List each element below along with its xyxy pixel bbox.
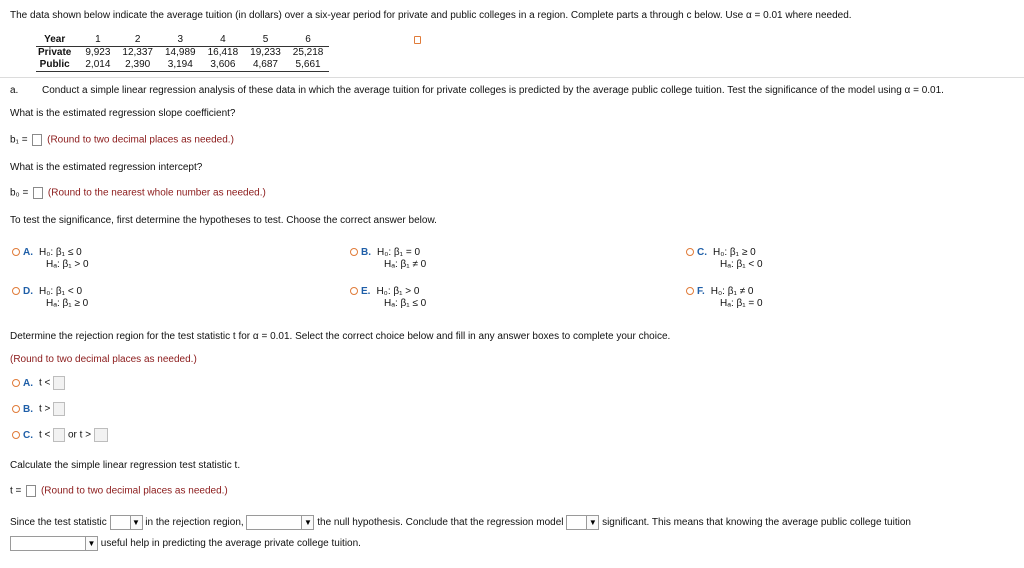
table-row [36, 47, 329, 60]
hyp-option-f[interactable]: F. H₀: β₁ ≠ 0 Hₐ: β₁ = 0 [686, 286, 763, 310]
public-cell: 2,390 [116, 59, 159, 72]
rejection-c-text1: t < [39, 429, 51, 441]
public-cell: 5,661 [287, 59, 330, 72]
intercept-question: What is the estimated regression intercept? [10, 162, 203, 173]
conclusion-text-1: Since the test statistic [10, 517, 107, 529]
rejection-c-lower-input[interactable] [53, 428, 65, 442]
part-a-instruction: Conduct a simple linear regression analysis of these data in which the average tuition for private colleges is predicted by the average public college tuition. Test the significance of the model using α = 0.01. [42, 85, 944, 96]
year-cell: 4 [202, 34, 245, 47]
rejection-question: Determine the rejection region for the test statistic t for α = 0.01. Select the correct choice below and fill in any answer boxes to complete your choice. [10, 331, 671, 342]
radio-button[interactable] [686, 287, 694, 295]
row-label-public: Public [36, 59, 79, 72]
stat-prefix: t = [10, 485, 22, 497]
public-cell: 4,687 [244, 59, 287, 72]
radio-button[interactable] [12, 405, 20, 413]
year-cell: 5 [244, 34, 287, 47]
row-label-private: Private [38, 47, 72, 58]
intro-text: The data shown below indicate the average tuition (in dollars) over a six-year period for private and public colleges in a region. Complete parts a through c below. Use α = 0.01 where needed. [10, 10, 852, 21]
rejection-option-c[interactable]: C. t < or t > [12, 428, 108, 442]
intercept-row [10, 187, 266, 199]
conclusion-text-4: significant. This means that knowing the average public college tuition [602, 517, 911, 529]
rejection-option-a[interactable]: A. t < [12, 376, 65, 390]
rejection-c-upper-input[interactable] [94, 428, 108, 442]
conclusion-text-5: useful help in predicting the average private college tuition. [100, 538, 361, 550]
intercept-prefix: b₀ = [10, 187, 29, 199]
row-label-year: Year [36, 34, 79, 47]
radio-button[interactable] [350, 248, 358, 256]
table-row [36, 59, 329, 72]
year-cell: 6 [287, 34, 330, 47]
private-cell: 12,337 [122, 47, 153, 58]
tuition-table [36, 34, 329, 72]
chevron-down-icon: ▼ [85, 537, 97, 550]
chevron-down-icon: ▼ [301, 516, 313, 529]
divider [0, 77, 1024, 78]
hyp-option-c[interactable]: C. H₀: β₁ ≥ 0 Hₐ: β₁ < 0 [686, 247, 763, 271]
chevron-down-icon: ▼ [586, 516, 598, 529]
reject-dropdown[interactable] [246, 515, 314, 530]
intercept-hint: (Round to the nearest whole number as needed.) [47, 187, 266, 199]
h0-text: H₀: β₁ < 0 [39, 286, 83, 297]
rejection-option-b[interactable]: B. t > [12, 402, 65, 416]
slope-prefix: b₁ = [10, 134, 28, 146]
is-isnot-dropdown[interactable] [110, 515, 143, 530]
hyp-option-a[interactable]: A. H₀: β₁ ≤ 0 Hₐ: β₁ > 0 [12, 247, 89, 271]
stat-question: Calculate the simple linear regression test statistic t. [10, 460, 241, 471]
rejection-a-input[interactable] [53, 376, 65, 390]
model-significance-dropdown[interactable] [566, 515, 599, 530]
table-row [36, 34, 329, 47]
conclusion-line-2 [10, 536, 361, 552]
slope-input[interactable] [32, 134, 42, 146]
part-a-label: a. [10, 85, 19, 96]
conclusion-text-3: the null hypothesis. Conclude that the regression model [317, 517, 564, 529]
conclusion-text-2: in the rejection region, [145, 517, 244, 529]
chevron-down-icon: ▼ [130, 516, 142, 529]
ha-text: Hₐ: β₁ ≠ 0 [384, 259, 427, 270]
conclusion-line-1 [10, 515, 911, 531]
public-cell: 3,194 [159, 59, 202, 72]
radio-button[interactable] [12, 431, 20, 439]
stat-input[interactable] [26, 485, 36, 497]
slope-row [10, 134, 234, 146]
stat-hint: (Round to two decimal places as needed.) [40, 485, 228, 497]
private-cell: 16,418 [207, 47, 239, 58]
year-cell: 1 [79, 34, 116, 47]
private-cell: 14,989 [164, 47, 196, 58]
private-cell: 19,233 [250, 47, 281, 58]
useful-help-dropdown[interactable] [10, 536, 98, 551]
radio-button[interactable] [12, 379, 20, 387]
hyp-option-b[interactable]: B. H₀: β₁ = 0 Hₐ: β₁ ≠ 0 [350, 247, 426, 271]
year-cell: 3 [159, 34, 202, 47]
radio-button[interactable] [686, 248, 694, 256]
h0-text: H₀: β₁ > 0 [376, 286, 420, 297]
stat-row [10, 485, 228, 497]
h0-text: H₀: β₁ ≥ 0 [713, 247, 756, 258]
private-cell: 25,218 [292, 47, 324, 58]
slope-hint: (Round to two decimal places as needed.) [47, 134, 234, 146]
ha-text: Hₐ: β₁ ≥ 0 [46, 298, 89, 309]
hyp-option-d[interactable]: D. H₀: β₁ < 0 Hₐ: β₁ ≥ 0 [12, 286, 88, 310]
public-cell: 3,606 [202, 59, 245, 72]
public-cell: 2,014 [79, 59, 116, 72]
private-cell: 9,923 [85, 47, 111, 58]
radio-button[interactable] [12, 248, 20, 256]
rejection-b-input[interactable] [53, 402, 65, 416]
rejection-c-text2: or t > [67, 429, 92, 441]
ha-text: Hₐ: β₁ = 0 [720, 298, 763, 309]
h0-text: H₀: β₁ ≤ 0 [39, 247, 82, 258]
intercept-input[interactable] [33, 187, 43, 199]
copy-data-icon[interactable] [414, 36, 421, 44]
rejection-hint: (Round to two decimal places as needed.) [10, 354, 197, 365]
ha-text: Hₐ: β₁ > 0 [46, 259, 89, 270]
ha-text: Hₐ: β₁ < 0 [720, 259, 763, 270]
rejection-b-text: t > [39, 403, 51, 415]
year-cell: 2 [116, 34, 159, 47]
rejection-a-text: t < [39, 377, 51, 389]
h0-text: H₀: β₁ ≠ 0 [710, 286, 754, 297]
slope-question: What is the estimated regression slope coefficient? [10, 108, 236, 119]
radio-button[interactable] [12, 287, 20, 295]
hyp-option-e[interactable]: E. H₀: β₁ > 0 Hₐ: β₁ ≤ 0 [350, 286, 426, 310]
ha-text: Hₐ: β₁ ≤ 0 [384, 298, 427, 309]
h0-text: H₀: β₁ = 0 [377, 247, 421, 258]
hypothesis-question: To test the significance, first determine the hypotheses to test. Choose the correct answer below. [10, 215, 437, 226]
radio-button[interactable] [350, 287, 358, 295]
